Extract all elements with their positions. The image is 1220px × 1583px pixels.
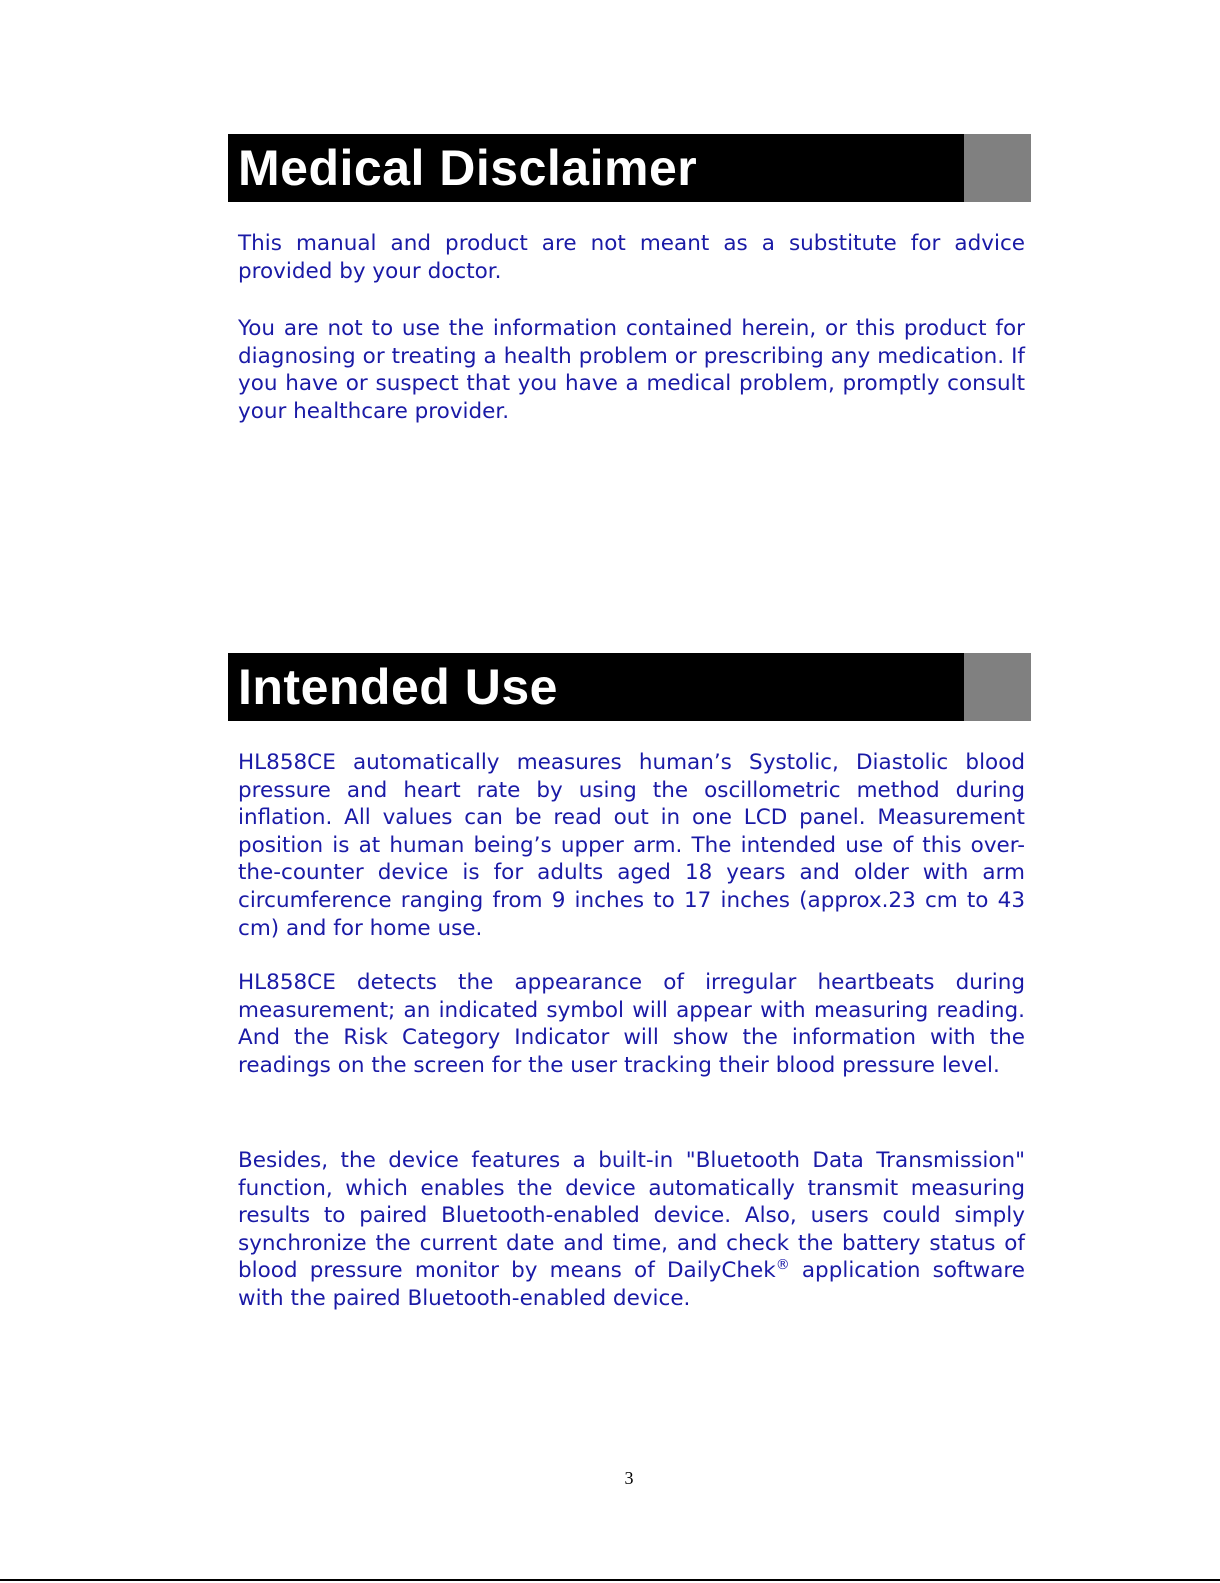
page-number: 3: [624, 1468, 634, 1488]
header-tab-decoration: [964, 134, 1031, 202]
registered-trademark-mark: ®: [775, 1257, 790, 1274]
bluetooth-text-after: application software with the paired Bluetooth-enabled device.: [238, 1258, 1025, 1311]
intended-use-paragraph-1: HL858CE automatically measures human’s Systolic, Diastolic blood pressure and heart rate by using the oscillometric method during inflation. All values can be read out in one LCD panel. Measurement position is at human being’s upper arm. The intended use of this over-the-counter device is for adults aged 18 years and older with arm circumference ranging from 9 inches to 17 inches (approx.23 cm to 43 cm) and for home use.: [238, 750, 1025, 941]
intended-use-paragraph-2: HL858CE detects the appearance of irregular heartbeats during measurement; an indicated symbol will appear with measuring reading. And the Risk Category Indicator will show the information with the readings on the screen for the user tracking their blood pressure level.: [238, 970, 1025, 1078]
medical-disclaimer-header: [228, 134, 1031, 202]
header-bar: [228, 653, 964, 721]
intended-use-paragraph-3-bluetooth: [238, 1147, 1025, 1313]
intended-use-header: [228, 653, 1031, 721]
disclaimer-paragraph-2: You are not to use the information contained herein, or this product for diagnosing or treating a health problem or prescribing any medication. If you have or suspect that you have a medical problem, promptly consult your healthcare provider.: [238, 316, 1025, 424]
bluetooth-text-before: Besides, the device features a built-in "Bluetooth Data Transmission" function, which enables the device automatically transmit measuring results to paired Bluetooth-enabled device. Also, users could simply synchronize the current date and time, and check the battery status of blood pressure monitor by means of DailyChek: [238, 1148, 1025, 1284]
bottom-border-line: [0, 1579, 1220, 1581]
disclaimer-paragraph-1: This manual and product are not meant as a substitute for advice provided by your doctor.: [238, 231, 1025, 284]
header-bar: [228, 134, 964, 202]
section-title-intended-use: Intended Use: [238, 659, 558, 715]
section-title-medical-disclaimer: Medical Disclaimer: [238, 140, 698, 196]
header-tab-decoration: [964, 653, 1031, 721]
